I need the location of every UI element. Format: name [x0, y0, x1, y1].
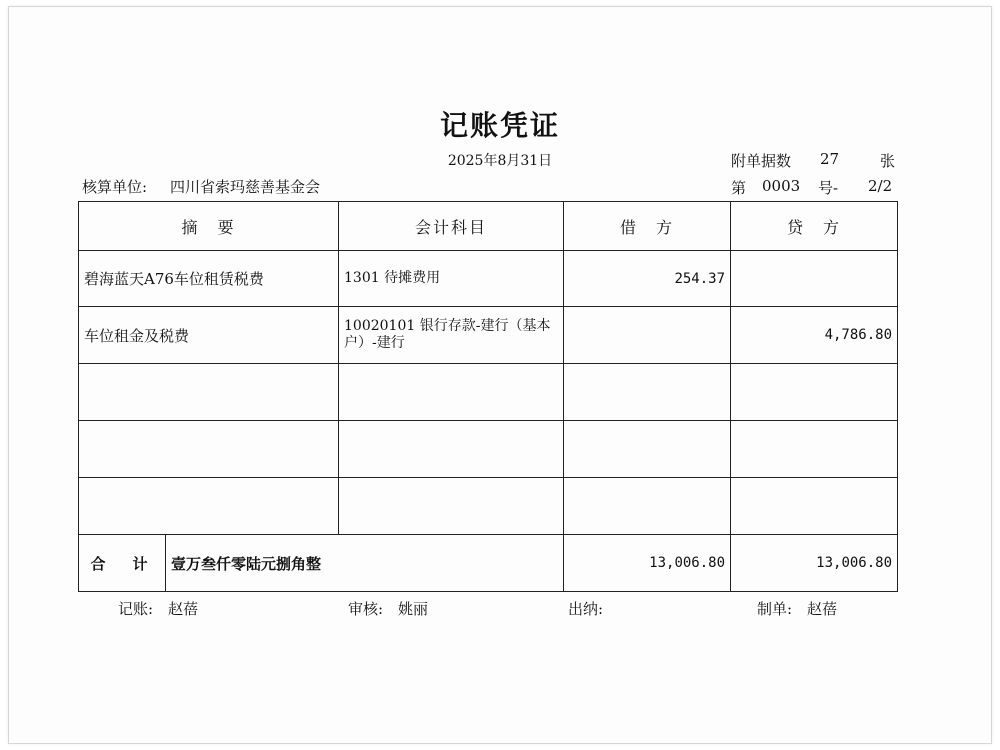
row-summary: 碧海蓝天A76车位租赁税费 — [79, 251, 339, 307]
voucher-no-number: 0003 — [762, 177, 801, 195]
bookkeeper-label: 记账: — [118, 600, 154, 618]
row-summary — [79, 421, 339, 478]
row-account — [339, 478, 564, 535]
voucher-no-prefix: 第 — [731, 179, 747, 197]
attachment-count: 27 — [820, 150, 840, 168]
table-row — [79, 478, 898, 535]
preparer-label: 制单: — [757, 600, 793, 618]
preparer-name: 赵蓓 — [807, 600, 838, 618]
header-debit: 借 方 — [564, 202, 731, 251]
row-credit — [731, 364, 898, 421]
row-debit: 254.37 — [564, 251, 731, 307]
row-account: 1301 待摊费用 — [339, 251, 564, 307]
voucher-no-suffix: 号- — [818, 179, 839, 197]
total-debit: 13,006.80 — [564, 535, 731, 592]
row-debit — [564, 421, 731, 478]
total-amount-words: 壹万叁仟零陆元捌角整 — [166, 535, 564, 592]
bookkeeper-name: 赵蓓 — [168, 600, 199, 618]
voucher-page-number: 2/2 — [868, 177, 893, 195]
row-summary: 车位租金及税费 — [79, 307, 339, 364]
cashier-label: 出纳: — [568, 600, 604, 618]
voucher-date: 2025年8月31日 — [447, 153, 553, 169]
table-header-row — [79, 202, 898, 251]
row-credit: 4,786.80 — [731, 307, 898, 364]
reviewer-label: 审核: — [348, 600, 384, 618]
voucher-table — [78, 201, 898, 592]
reviewer-name: 姚丽 — [398, 600, 429, 618]
row-account — [339, 364, 564, 421]
row-credit — [731, 251, 898, 307]
row-debit — [564, 307, 731, 364]
table-row — [79, 364, 898, 421]
row-summary — [79, 478, 339, 535]
total-credit: 13,006.80 — [731, 535, 898, 592]
row-debit — [564, 364, 731, 421]
accounting-unit-name: 四川省索玛慈善基金会 — [170, 178, 321, 196]
voucher-title: 记账凭证 — [439, 109, 560, 142]
table-row — [79, 251, 898, 307]
table-row — [79, 421, 898, 478]
total-label: 合 计 — [79, 535, 166, 592]
row-credit — [731, 478, 898, 535]
table-row — [79, 307, 898, 364]
header-account: 会计科目 — [339, 202, 564, 251]
row-credit — [731, 421, 898, 478]
accounting-unit-label: 核算单位: — [82, 178, 148, 196]
row-account: 10020101 银行存款-建行（基本户）-建行 — [339, 307, 564, 364]
row-account — [339, 421, 564, 478]
total-row — [79, 535, 898, 592]
header-summary: 摘 要 — [79, 202, 339, 251]
attachment-label: 附单据数 — [731, 152, 792, 170]
row-summary — [79, 364, 339, 421]
row-debit — [564, 478, 731, 535]
header-credit: 贷 方 — [731, 202, 898, 251]
attachment-unit: 张 — [880, 152, 896, 170]
